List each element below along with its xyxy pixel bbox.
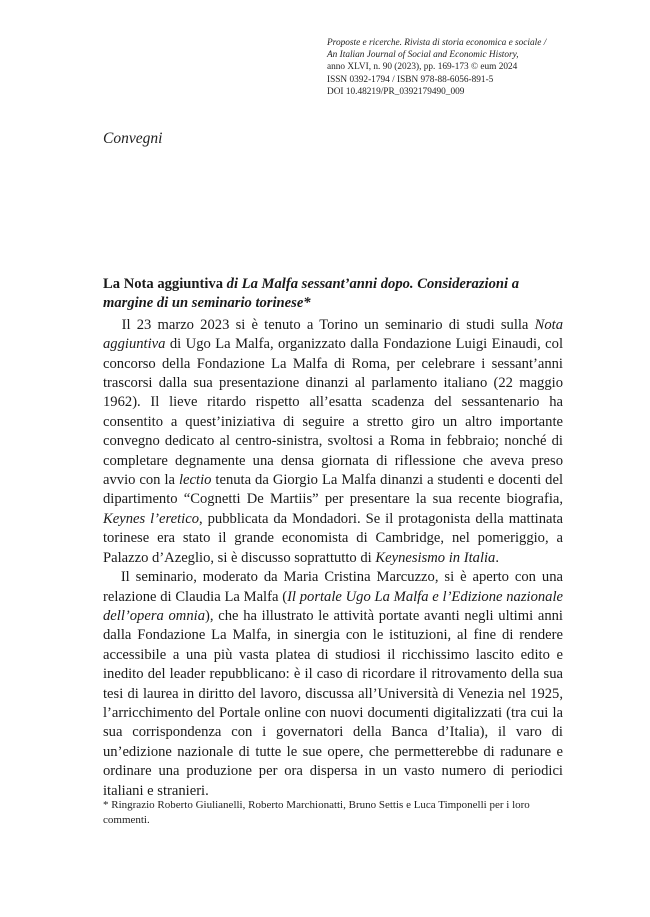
- p2-text-2: Il portale Ugo La Malfa e l’Edizione nazionale dell’opera omnia: [103, 588, 563, 624]
- header-line-journal-title: Proposte e ricerche. Rivista di storia economica e sociale /: [327, 38, 547, 48]
- p1-text-2: Nota aggiuntiva: [103, 316, 563, 353]
- title-part-1: La: [103, 276, 124, 292]
- journal-header: [327, 37, 567, 98]
- header-line-doi: DOI 10.48219/PR_0392179490_009: [327, 86, 465, 97]
- title-part-2: Nota aggiuntiva: [123, 276, 224, 292]
- article: [103, 275, 563, 801]
- p1-text-1: Il 23 marzo 2023 si è tenuto a Torino un seminario di studi sulla: [121, 316, 535, 333]
- header-line-journal-subtitle: An Italian Journal of Social and Economic History,: [327, 50, 519, 61]
- p1-text-9: .: [495, 549, 500, 566]
- p1-text-3: di Ugo La Malfa, organizzato dalla Fondazione Luigi Einaudi, col concorso della Fondazione La Malfa di Roma, per celebrare i sessant’anni trascorsi dalla sua presentazione dinanzi al parlamento italiano (22 maggio 1962). Il lieve ritardo rispetto all’esatta scadenza del sessantenario ha consentito a quest’iniziativa di seguire a stretto giro un altro importante convegno dedicato al centro-sinistra, svoltosi a Roma in febbraio; nonché di completare degnamente una densa giornata di riflessione che aveva preso avvio con la: [103, 336, 563, 489]
- footnote: * Ringrazio Roberto Giulianelli, Roberto Marchionatti, Bruno Settis e Luca Timponelli per i loro commenti.: [103, 799, 530, 826]
- p1-text-7: , pubblicata da Mondadori. Se il protagonista della mattinata torinese era stato il grande economista di Cambridge, nel pomeriggio, a Palazzo d’Azeglio, si è discusso soprattutto di: [103, 510, 563, 566]
- header-line-issue: anno XLVI, n. 90 (2023), pp. 169-173 © eum 2024: [327, 62, 518, 73]
- header-line-issn: ISSN 0392-1794 / ISBN 978-88-6056-891-5: [327, 74, 494, 85]
- p1-text-5: tenuta da Giorgio La Malfa dinanzi a studenti e docenti del dipartimento “Cognetti De Martiis” per presentare la sua recente biografia,: [103, 472, 563, 508]
- section-label: Convegni: [103, 130, 163, 147]
- article-title: [103, 275, 563, 314]
- title-part-3: di La Malfa sessant’anni dopo. Considerazioni a margine di un seminario torinese*: [103, 276, 519, 312]
- paragraph-2: [103, 568, 563, 801]
- p2-text-1: Il seminario, moderato da Maria Cristina Marcuzzo, si è aperto con una relazione di Claudia La Malfa (: [103, 569, 563, 605]
- p2-text-3: ), che ha illustrato le attività portate avanti negli ultimi anni dalla Fondazione La Malfa, in sinergia con le istituzioni, al fine di rendere accessibile a una più vasta platea di studiosi il ricchissimo lascito edito e inedito del leader repubblicano: è il caso di ricordare il ritrovamento della sua tesi di laurea in diritto del lavoro, discussa all’Università di Venezia nel 1925, l’arricchimento del Portale online con nuovi documenti digitalizzati (tra cui la sua corrispondenza con i governatori della Banca d’Italia), il varo di un’edizione nazionale di tutte le sue opere, che permetterebbe di radunare e ordinare una produzione per ora dispersa in un vasto numero di periodici italiani e stranieri.: [103, 607, 563, 799]
- p1-text-8: Keynesismo in Italia: [375, 549, 496, 566]
- paragraph-1: [103, 316, 563, 568]
- p1-text-6: Keynes l’eretico: [103, 510, 200, 527]
- p1-text-4: lectio: [179, 472, 212, 489]
